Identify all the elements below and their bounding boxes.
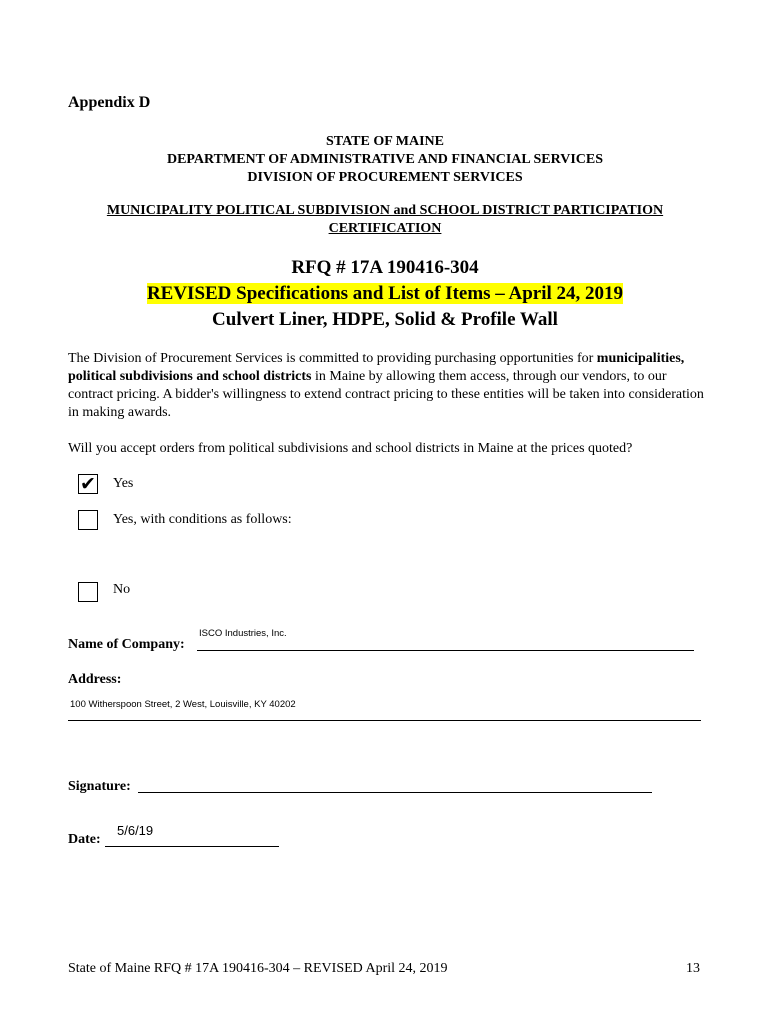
rfq-subject: Culvert Liner, HDPE, Solid & Profile Wall <box>212 309 558 330</box>
address-label: Address: <box>68 672 122 687</box>
rfq-block <box>0 255 770 333</box>
intro-text-1: The Division of Procurement Services is committed to providing purchasing opportunities for <box>68 351 597 366</box>
rfq-number: RFQ # 17A 190416-304 <box>291 257 479 278</box>
agency-header <box>0 133 770 187</box>
yes-checkbox[interactable]: ✔ <box>78 474 98 494</box>
certification-heading <box>0 202 770 238</box>
yes-option-label: Yes <box>113 476 134 491</box>
signature-line[interactable] <box>138 792 652 793</box>
company-name-label: Name of Company: <box>68 637 185 652</box>
address-line <box>68 720 701 721</box>
certification-line-1: MUNICIPALITY POLITICAL SUBDIVISION and SCHOOL DISTRICT PARTICIPATION <box>106 203 664 218</box>
address-value[interactable]: 100 Witherspoon Street, 2 West, Louisville, KY 40202 <box>70 699 296 710</box>
company-name-value[interactable]: ISCO Industries, Inc. <box>199 628 287 639</box>
date-value[interactable]: 5/6/19 <box>117 823 154 838</box>
footer-text: State of Maine RFQ # 17A 190416-304 – REVISED April 24, 2019 <box>68 961 448 976</box>
date-label: Date: <box>68 832 101 847</box>
division-heading: DIVISION OF PROCUREMENT SERVICES <box>247 170 523 185</box>
company-name-line <box>197 650 694 651</box>
question-text: Will you accept orders from political subdivisions and school districts in Maine at the prices quoted? <box>68 441 633 456</box>
yes-with-conditions-label: Yes, with conditions as follows: <box>113 512 292 527</box>
intro-text-2: in Maine by allowing them access, through our vendors, to our contract pricing. A bidder's willingness to extend contract pricing to these entities will be taken into consideration in making awards. <box>68 369 704 420</box>
intro-paragraph <box>68 350 708 422</box>
certification-line-2: CERTIFICATION <box>328 221 442 236</box>
appendix-title: Appendix D <box>68 94 151 111</box>
no-option-label: No <box>113 582 131 597</box>
yes-with-conditions-checkbox[interactable] <box>78 510 98 530</box>
department-heading: DEPARTMENT OF ADMINISTRATIVE AND FINANCIAL SERVICES <box>166 152 604 167</box>
signature-label: Signature: <box>68 779 131 794</box>
date-line <box>105 846 279 847</box>
state-heading: STATE OF MAINE <box>326 134 444 149</box>
no-checkbox[interactable] <box>78 582 98 602</box>
page-number: 13 <box>686 961 700 976</box>
rfq-revised-highlight: REVISED Specifications and List of Items – April 24, 2019 <box>146 283 624 304</box>
intro-bold-text: municipalities, political subdivisions and school districts <box>68 351 685 384</box>
